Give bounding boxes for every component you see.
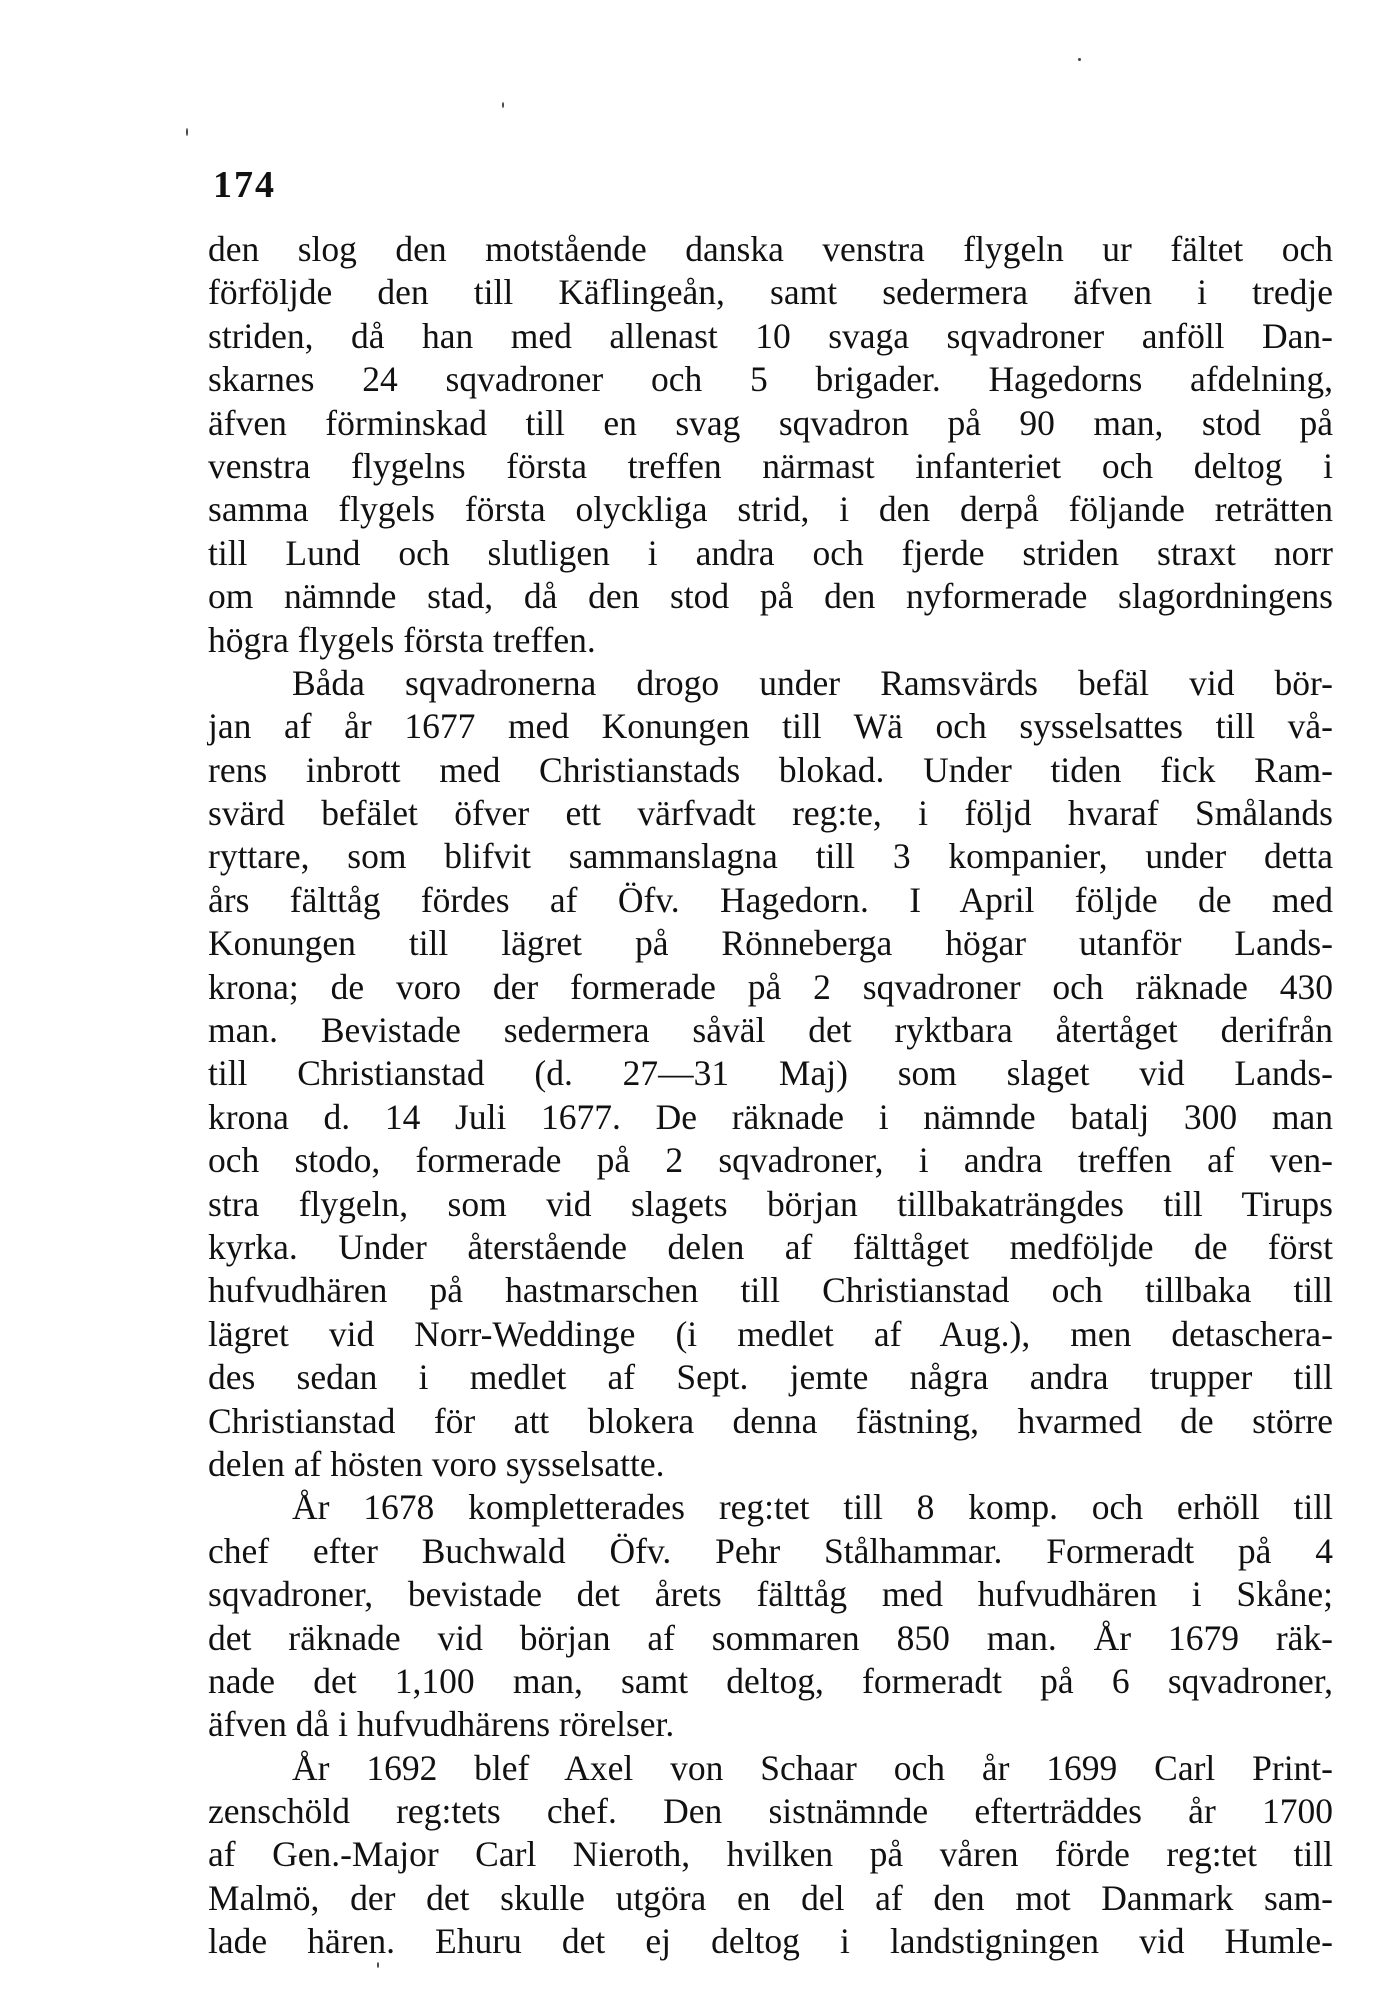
text-line: Malmö, der det skulle utgöra en del af den mot Danmark sam- [208,1877,1333,1918]
text-line: lade hären. Ehuru det ej deltog i landstigningen vid Humle- [208,1921,1333,1962]
text-line: års fälttåg fördes af Öfv. Hagedorn. I April följde de med [208,879,1333,920]
text-line: des sedan i medlet af Sept. jemte några andra trupper till [208,1357,1333,1398]
text-line: År 1692 blef Axel von Schaar och år 1699 Carl Print- [292,1747,1333,1788]
text-line: År 1678 kompletterades reg:tet till 8 komp. och erhöll till [292,1487,1333,1528]
text-line: det räknade vid början af sommaren 850 man. År 1679 räk- [208,1617,1333,1658]
text-line: krona d. 14 Juli 1677. De räknade i nämnde batalj 300 man [208,1096,1333,1137]
text-line: krona; de voro der formerade på 2 sqvadroner och räknade 430 [208,966,1333,1007]
scan-speck [502,102,504,108]
text-line: äfven förminskad till en svag sqvadron på 90 man, stod på [208,402,1333,443]
text-line: samma flygels första olyckliga strid, i den derpå följande reträtten [208,489,1333,530]
text-line: chef efter Buchwald Öfv. Pehr Stålhammar. Formeradt på 4 [208,1530,1333,1571]
body-text [208,228,1333,1964]
text-line: nade det 1,100 man, samt deltog, formeradt på 6 sqvadroner, [208,1660,1333,1701]
text-line: om nämnde stad, då den stod på den nyformerade slagordningens [208,576,1333,617]
page-number: 174 [213,164,276,206]
text-line: hufvudhären på hastmarschen till Christianstad och tillbaka till [208,1270,1333,1311]
text-line: stra flygeln, som vid slagets början tillbakaträngdes till Tirups [208,1183,1333,1224]
text-line: jan af år 1677 med Konungen till Wä och sysselsattes till vå- [208,706,1333,747]
text-line: den slog den motstående danska venstra flygeln ur fältet och [208,229,1333,269]
text-line: ryttare, som blifvit sammanslagna till 3 kompanier, under detta [208,836,1333,877]
scan-speck [377,1962,379,1968]
text-line: kyrka. Under återstående delen af fälttåget medföljde de först [208,1226,1333,1267]
text-line: striden, då han med allenast 10 svaga sqvadroner anföll Dan- [208,315,1333,356]
text-line: skarnes 24 sqvadroner och 5 brigader. Hagedorns afdelning, [208,359,1333,400]
text-line: af Gen.-Major Carl Nieroth, hvilken på våren förde reg:tet till [208,1834,1333,1875]
text-line: sqvadroner, bevistade det årets fälttåg med hufvudhären i Skåne; [208,1574,1333,1615]
text-line: venstra flygelns första treffen närmast infanteriet och deltog i [208,445,1333,486]
text-line: svärd befälet öfver ett värfvadt reg:te, i följd hvaraf Smålands [208,793,1333,834]
text-line: förföljde den till Käflingeån, samt sedermera äfven i tredje [208,272,1333,313]
text-line: Båda sqvadronerna drogo under Ramsvärds befäl vid bör- [292,662,1333,703]
text-line: lägret vid Norr-Weddinge (i medlet af Aug.), men detaschera- [208,1313,1333,1354]
text-line: till Christianstad (d. 27—31 Maj) som slaget vid Lands- [208,1053,1333,1094]
text-line: zenschöld reg:tets chef. Den sistnämnde efterträddes år 1700 [208,1791,1333,1832]
text-line: delen af hösten voro sysselsatte. [208,1443,665,1484]
text-line: Christianstad för att blokera denna fästning, hvarmed de större [208,1400,1333,1441]
scan-speck [1078,58,1081,61]
scan-speck [186,128,188,136]
text-line: äfven då i hufvudhärens rörelser. [208,1704,675,1745]
text-line: Konungen till lägret på Rönneberga högar utanför Lands- [208,923,1333,964]
text-line: rens inbrott med Christianstads blokad. Under tiden fick Ram- [208,749,1333,790]
text-line: högra flygels första treffen. [208,619,596,660]
text-line: och stodo, formerade på 2 sqvadroner, i andra treffen af ven- [208,1140,1333,1181]
text-line: man. Bevistade sedermera såväl det ryktbara återtåget derifrån [208,1010,1333,1051]
text-line: till Lund och slutligen i andra och fjerde striden straxt norr [208,532,1333,573]
